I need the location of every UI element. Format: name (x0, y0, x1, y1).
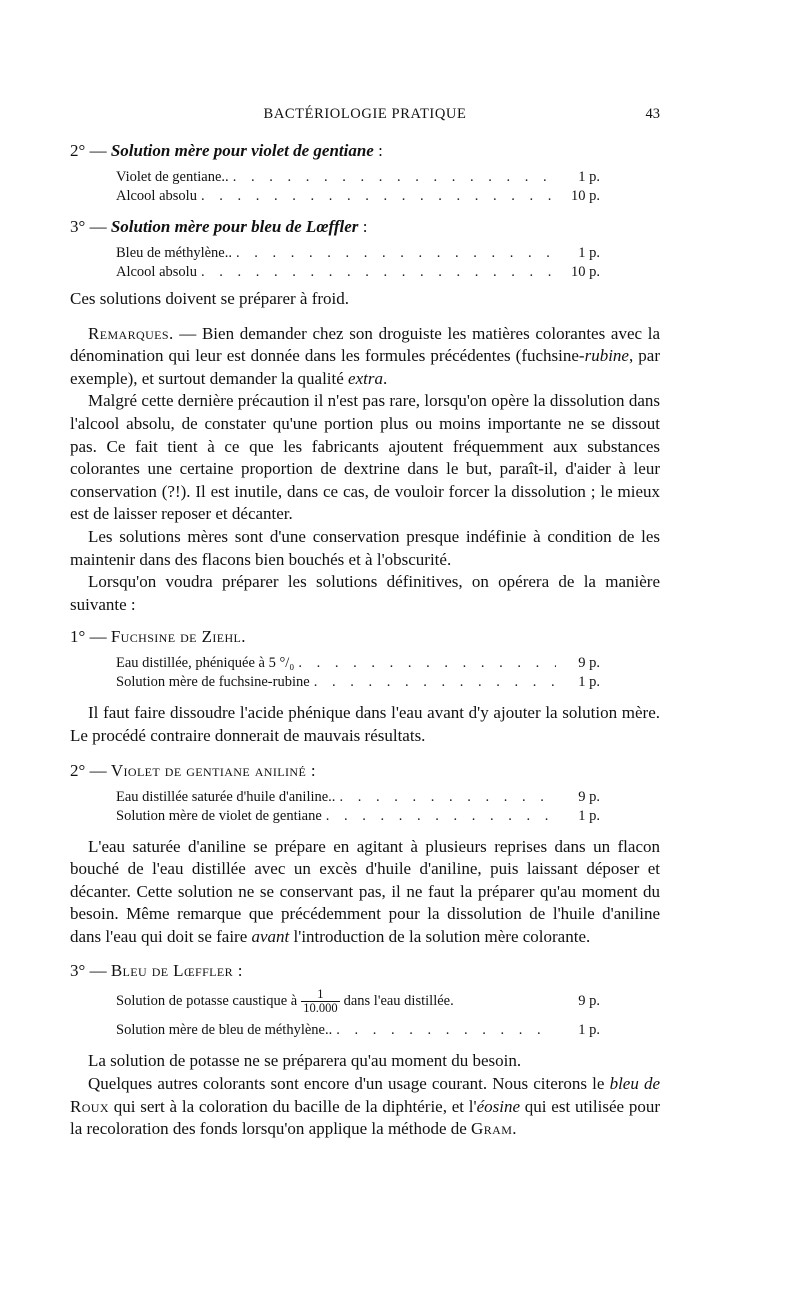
heading-loeffler: 3° — Bleu de Lœffler : (70, 961, 243, 981)
page-number: 43 (645, 106, 660, 122)
remarques-label: Remarques. (88, 323, 174, 343)
paragraph-autres-colorants: Quelques autres colorants sont encore d'un usage courant. Nous citerons le bleu de Roux qui sert à la coloration du bacille de la diphtérie, et l'éosine qui est utilisée pour la recoloration des fonds lorsqu'on applique la méthode de Gram. (70, 1074, 660, 1139)
formula-row: Bleu de méthylène.. . . . 1 p. (116, 244, 600, 263)
formula-row: Solution mère de violet de gentiane . . . 1 p. (116, 807, 600, 826)
paragraph-preparation: Lorsqu'on voudra préparer les solutions définitives, on opérera de la manière suivante : (70, 572, 660, 614)
heading-loeffler-title: Bleu de Lœffler : (110, 961, 243, 981)
formula-row: Violet de gentiane.. . . . 1 p. (116, 168, 600, 187)
formula-row: Eau distillée saturée d'huile d'aniline.. . . . 9 p. (116, 788, 600, 807)
heading-violet-mother: 2° — Solution mère pour violet de gentiane : (70, 141, 383, 160)
formula-bleu-mother (116, 244, 600, 282)
formula-row: Eau distillée, phéniquée à 5 °/₀ . . . 9 p. (116, 654, 600, 673)
paragraph-potasse: La solution de potasse ne se préparera qu'au moment du besoin. (88, 1051, 522, 1071)
formula-row: Solution mère de fuchsine-rubine . . . 1 p. (116, 673, 600, 692)
heading-bleu-title: Solution mère pour bleu de Lœffler (110, 217, 359, 236)
heading-bleu-mother: 3° — Solution mère pour bleu de Lœffler : (70, 217, 368, 236)
heading-ziehl: 1° — Fuchsine de Ziehl. (70, 627, 246, 647)
formula-row: Alcool absolu . . . 10 p. (116, 263, 600, 282)
running-head (70, 106, 660, 128)
formula-row: Alcool absolu . . . 10 p. (116, 187, 600, 206)
paragraph-conservation: Les solutions mères sont d'une conservation presque indéfinie à condition de les maintenir dans des flacons bien bouchés et à l'obscurité. (70, 526, 660, 569)
formula-row: Solution de potasse caustique à $\frac{1}{10.000}$ dans l'eau distillée. 9 p. (116, 988, 600, 1016)
paragraph-ziehl: Il faut faire dissoudre l'acide phénique dans l'eau avant d'y ajouter la solution mère. Le procédé contraire donnerait de mauvais résultats. (70, 703, 660, 745)
paragraph-aniline: L'eau saturée d'aniline se prépare en agitant à plusieurs reprises dans un flacon bouché de l'eau distillée avec un excès d'huile d'aniline, puis laissant déposer et décanter. Cette solution ne se conservant pas, il ne faut la préparer qu'au moment du besoin. Même remarque que précédemment pour la dissolution de l'huile d'aniline dans l'eau qui doit se faire avant l'introduction de la solution mère colorante. (70, 836, 660, 946)
fraction: $\frac{1}{10.000}$ (303, 988, 338, 1016)
formula-loeffler (116, 988, 600, 1040)
heading-violet-aniline: 2° — Violet de gentiane aniliné : (70, 760, 316, 780)
heading-ziehl-title: Fuchsine de Ziehl. (110, 627, 246, 647)
formula-ziehl (116, 654, 600, 692)
formula-violet-aniline (116, 788, 600, 826)
running-title: BACTÉRIOLOGIE PRATIQUE (263, 106, 467, 122)
formula-violet-mother (116, 168, 600, 206)
paragraph-remarques: Remarques. — Bien demander chez son droguiste les matières colorantes avec la dénomination qui leur est donnée dans les formules précédentes (fuchsine-rubine, par exemple), et surtout demander la qualité extra. (70, 323, 660, 388)
page-body (70, 140, 660, 1141)
heading-violet-aniline-title: Violet de gentiane aniliné : (110, 760, 316, 780)
formula-row: Solution mère de bleu de méthylène.. . . . 1 p. (116, 1021, 600, 1040)
note-cold: Ces solutions doivent se préparer à froid. (70, 289, 350, 308)
heading-violet-title: Solution mère pour violet de gentiane (110, 141, 374, 160)
paragraph-malgre: Malgré cette dernière précaution il n'est pas rare, lorsqu'on opère la dissolution dans l'alcool absolu, de constater qu'une portion plus ou moins importante ne se dissout pas. Ce fait tient à ce que les fabricants ajoutent fréquemment aux substances colorantes une certaine proportion de dextrine dans le but, paraît-il, d'aider à leur conservation (?!). Il est inutile, dans ce cas, de vouloir forcer la dissolution ; le mieux est de laisser reposer et décanter. (70, 391, 660, 524)
